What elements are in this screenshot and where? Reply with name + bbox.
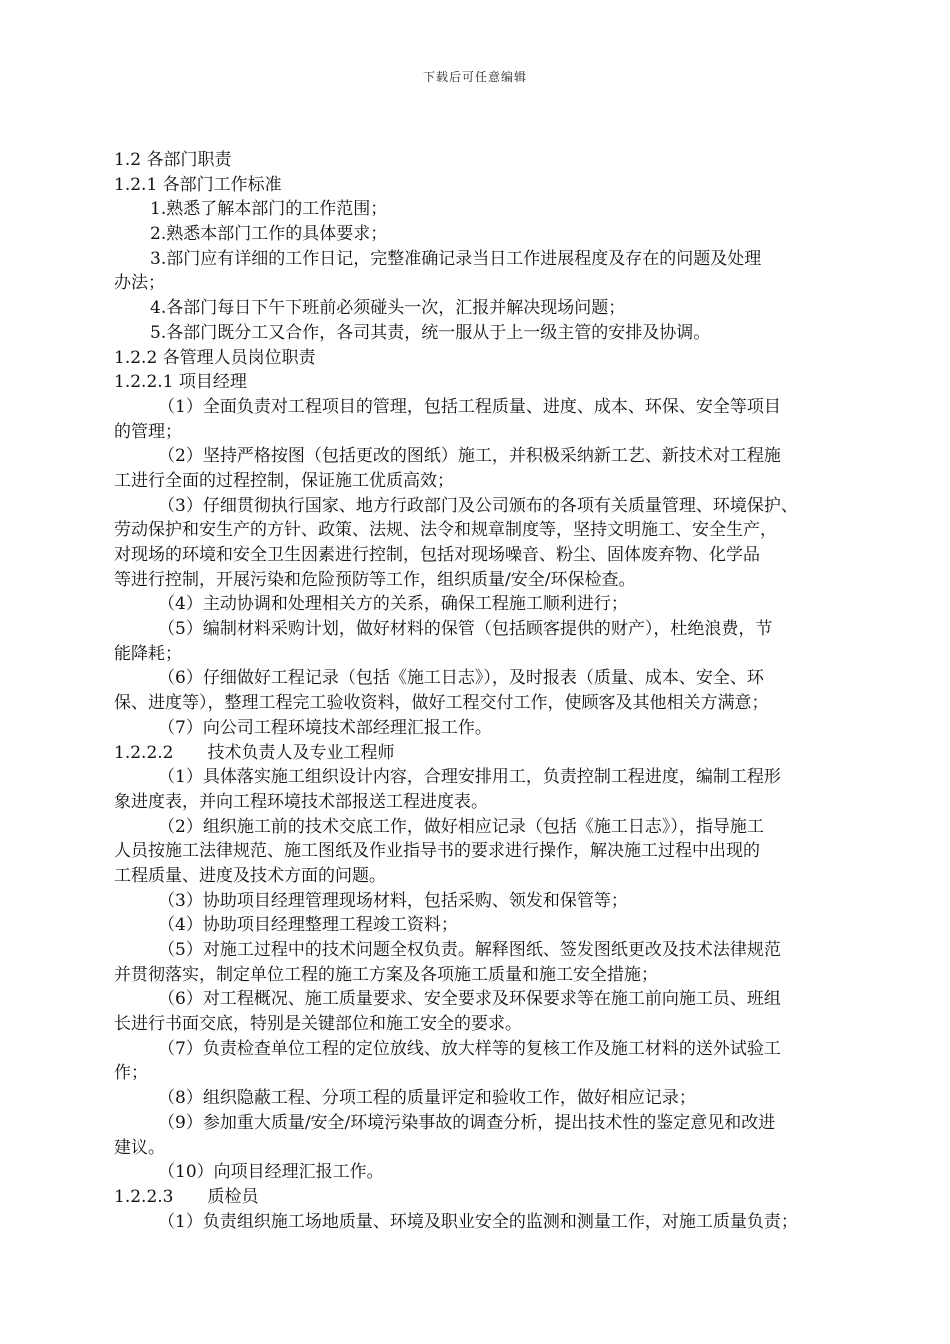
text-line: [114, 370, 862, 395]
line-text: （2）组织施工前的技术交底工作，做好相应记录（包括《施工日志》），指导施工: [158, 816, 764, 837]
text-line: [114, 938, 862, 963]
text-line: [114, 1037, 862, 1062]
line-text: 1.熟悉了解本部门的工作范围；: [150, 199, 388, 220]
text-line: [114, 815, 862, 840]
line-text: （6）仔细做好工程记录（包括《施工日志》），及时报表（质量、成本、安全、环: [158, 668, 764, 689]
text-line: [114, 1012, 862, 1037]
text-line: [114, 395, 862, 420]
page-header: 下载后可任意编辑: [422, 70, 527, 84]
text-line: [114, 987, 862, 1012]
text-line: [114, 420, 862, 445]
text-line: [114, 568, 862, 593]
section-title: 技术负责人及专业工程师: [207, 742, 395, 763]
text-line: [114, 617, 862, 642]
text-line: [114, 592, 862, 617]
text-line: [114, 222, 862, 247]
line-text: 等进行控制，开展污染和危险预防等工作，组织质量/安全/环保检查。: [114, 569, 636, 590]
text-line: [114, 864, 862, 889]
text-line: [114, 1086, 862, 1111]
text-line: [114, 518, 862, 543]
text-line: [114, 444, 862, 469]
line-text: 人员按施工法律规范、施工图纸及作业指导书的要求进行操作，解决施工过程中出现的: [114, 841, 760, 862]
line-text: 1.2.2.2: [114, 742, 174, 763]
line-text: （3）协助项目经理管理现场材料，包括采购、领发和保管等；: [158, 890, 628, 911]
line-text: 作；: [114, 1063, 148, 1084]
line-text: 办法；: [114, 273, 165, 294]
text-line: [114, 716, 862, 741]
line-text: 保、进度等），整理工程完工验收资料，做好工程交付工作，使顾客及其他相关方满意；: [114, 693, 769, 714]
text-line: [114, 469, 862, 494]
line-text: （2）坚持严格按图（包括更改的图纸）施工，并积极采纳新工艺、新技术对工程施: [158, 446, 781, 467]
text-line: [114, 321, 862, 346]
line-text: 4.各部门每日下午下班前必须碰头一次，汇报并解决现场问题；: [150, 298, 626, 319]
line-text: （1）负责组织施工场地质量、环境及职业安全的监测和测量工作，对施工质量负责；: [158, 1211, 798, 1232]
text-line: [114, 197, 862, 222]
line-text: 1.2.2.1 项目经理: [114, 372, 247, 393]
line-text: （7）向公司工程环境技术部经理汇报工作。: [158, 717, 492, 738]
text-line: [114, 543, 862, 568]
line-text: 对现场的环境和安全卫生因素进行控制，包括对现场噪音、粉尘、固体废弃物、化学品: [114, 545, 760, 565]
text-line: [114, 691, 862, 716]
line-text: （1）全面负责对工程项目的管理，包括工程质量、进度、成本、环保、安全等项目: [158, 396, 781, 417]
line-text: 1.2 各部门职责: [114, 150, 232, 170]
line-text: 3.部门应有详细的工作日记，完整准确记录当日工作进展程度及存在的问题及处理: [150, 248, 762, 269]
text-line: [114, 173, 862, 198]
text-line: [114, 148, 862, 173]
line-text: 建议。: [114, 1137, 165, 1158]
line-text: 工进行全面的过程控制，保证施工优质高效；: [114, 470, 454, 491]
text-line: [114, 963, 862, 988]
text-line: [114, 1061, 862, 1086]
text-line: [114, 1136, 862, 1161]
line-text: 2.熟悉本部门工作的具体要求；: [150, 224, 388, 245]
line-text: （3）仔细贯彻执行国家、地方行政部门及公司颁布的各项有关质量管理、环境保护、: [158, 495, 798, 516]
line-text: 长进行书面交底，特别是关键部位和施工安全的要求。: [114, 1014, 522, 1035]
line-text: 的管理；: [114, 421, 182, 442]
line-text: 并贯彻落实，制定单位工程的施工方案及各项施工质量和施工安全措施；: [114, 964, 658, 985]
line-text: （8）组织隐蔽工程、分项工程的质量评定和验收工作，做好相应记录；: [158, 1088, 696, 1109]
line-text: （6）对工程概况、施工质量要求、安全要求及环保要求等在施工前向施工员、班组: [158, 989, 781, 1010]
text-line: [114, 247, 862, 272]
line-text: 1.2.1 各部门工作标准: [114, 174, 282, 195]
line-text: 象进度表，并向工程环境技术部报送工程进度表。: [114, 791, 488, 812]
line-text: 1.2.2.3: [114, 1186, 174, 1207]
text-line: [114, 642, 862, 667]
line-text: （5）编制材料采购计划，做好材料的保管（包括顾客提供的财产），杜绝浪费，节: [158, 619, 773, 640]
text-line: [114, 765, 862, 790]
document-body: [114, 148, 862, 1234]
section-title: 质检员: [207, 1186, 259, 1207]
line-text: 1.2.2 各管理人员岗位职责: [114, 347, 316, 368]
text-line: [114, 790, 862, 815]
text-line: [114, 913, 862, 938]
text-line: [114, 1210, 862, 1235]
text-line: [114, 346, 862, 371]
line-text: 工程质量、进度及技术方面的问题。: [114, 865, 386, 886]
text-line: [114, 889, 862, 914]
line-text: （4）主动协调和处理相关方的关系，确保工程施工顺利进行；: [158, 594, 628, 615]
text-line: [114, 666, 862, 691]
text-line: [114, 1185, 862, 1210]
line-text: （5）对施工过程中的技术问题全权负责。解释图纸、签发图纸更改及技术法律规范: [158, 940, 781, 960]
text-line: [114, 296, 862, 321]
text-line: [114, 271, 862, 296]
line-text: （4）协助项目经理整理工程竣工资料；: [158, 915, 458, 936]
line-text: （7）负责检查单位工程的定位放线、放大样等的复核工作及施工材料的送外试验工: [158, 1038, 781, 1059]
text-line: [114, 839, 862, 864]
line-text: 能降耗；: [114, 643, 182, 664]
line-text: （1）具体落实施工组织设计内容，合理安排用工，负责控制工程进度，编制工程形: [158, 767, 781, 788]
text-line: [114, 494, 862, 519]
text-line: [114, 1160, 862, 1185]
line-text: 劳动保护和安生产的方针、政策、法规、法令和规章制度等，坚持文明施工、安全生产，: [114, 520, 777, 541]
text-line: [114, 1111, 862, 1136]
line-text: （9）参加重大质量/安全/环境污染事故的调查分析，提出技术性的鉴定意见和改进: [158, 1112, 776, 1133]
text-line: [114, 741, 862, 766]
line-text: 5.各部门既分工又合作，各司其责，统一服从于上一级主管的安排及协调。: [150, 322, 711, 343]
line-text: （10）向项目经理汇报工作。: [158, 1162, 384, 1183]
